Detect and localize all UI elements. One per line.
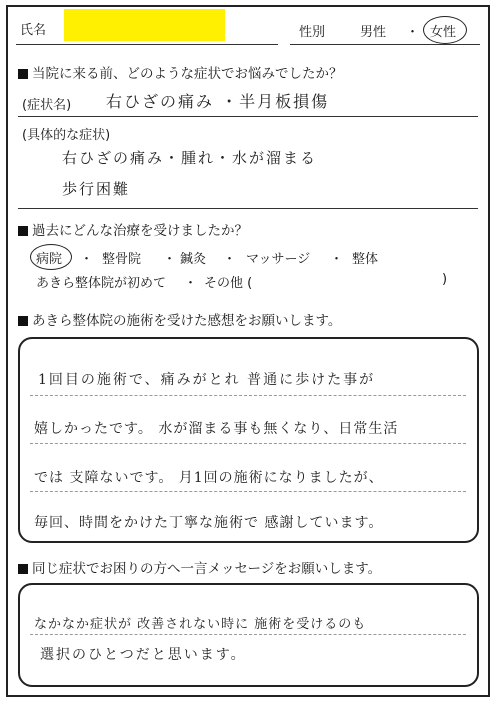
detail-line-1: 右ひざの痛み・腫れ・水が溜まる	[62, 149, 318, 167]
bullet-square-icon	[18, 564, 28, 574]
bullet-square-icon	[18, 69, 28, 79]
option-massage[interactable]: マッサージ	[246, 252, 311, 267]
option-separator: ・	[163, 252, 177, 267]
gender-female[interactable]: 女性	[430, 25, 457, 40]
q2-title	[18, 219, 248, 239]
option-separator: ・	[330, 252, 344, 267]
name-label: 氏名	[20, 23, 47, 38]
gender-underline	[290, 44, 480, 45]
q2-title-text: 過去にどんな治療を受けましたか？	[32, 223, 248, 239]
option-hospital[interactable]: 病院	[36, 252, 63, 267]
gender-separator: ・	[406, 25, 420, 40]
bullet-square-icon	[18, 316, 28, 326]
symptom-name-value: 右ひざの痛み ・半月板損傷	[106, 92, 330, 111]
q1-title	[18, 62, 343, 82]
symptom-name-label: (症状名)	[22, 98, 72, 113]
name-redaction	[64, 9, 225, 41]
ruled-line	[30, 634, 466, 635]
option-acupuncture[interactable]: 鍼灸	[180, 252, 207, 267]
detail-line-2: 歩行困難	[62, 180, 131, 198]
ruled-line	[30, 395, 466, 396]
option-first-time[interactable]: あきら整体院が初めて	[36, 276, 167, 291]
message-answer-box	[18, 583, 479, 687]
option-separator: ・	[184, 276, 198, 291]
gender-male[interactable]: 男性	[360, 25, 387, 40]
option-other[interactable]: その他 (	[204, 276, 253, 291]
option-seitai[interactable]: 整体	[352, 252, 379, 267]
option-separator: ・	[80, 252, 94, 267]
option-seikotsuin[interactable]: 整骨院	[102, 252, 142, 267]
detail-underline	[18, 208, 478, 209]
detail-label: (具体的な症状)	[22, 128, 111, 143]
option-other-close: )	[442, 272, 448, 287]
impression-line-1: 1回目の施術で、痛みがとれ 普通に歩けた事が	[38, 372, 376, 388]
gender-label: 性別	[299, 25, 326, 40]
option-separator: ・	[223, 252, 237, 267]
q4-title	[18, 557, 381, 577]
ruled-line	[30, 443, 466, 444]
q3-title	[18, 309, 341, 329]
symptom-underline	[18, 116, 478, 117]
impression-line-2: 嬉しかったです。 水が溜まる事も無くなり、日常生活	[34, 421, 399, 437]
message-line-1: なかなか症状が 改善されない時に 施術を受けるのも	[34, 617, 367, 632]
bullet-square-icon	[18, 226, 28, 236]
name-underline	[16, 44, 278, 45]
q4-title-text: 同じ症状でお困りの方へ一言メッセージをお願いします。	[32, 561, 382, 577]
impression-line-4: 毎回、時間をかけた丁寧な施術で 感謝しています。	[34, 515, 384, 531]
q1-title-text: 当院に来る前、どのような症状でお悩みでしたか？	[32, 66, 343, 82]
message-line-2: 選択のひとつだと思います。	[40, 647, 247, 663]
q3-title-text: あきら整体院の施術を受けた感想をお願いします。	[32, 313, 342, 329]
impression-line-3: では 支障ないです。 月1回の施術になりましたが、	[34, 470, 384, 486]
ruled-line	[30, 491, 466, 492]
